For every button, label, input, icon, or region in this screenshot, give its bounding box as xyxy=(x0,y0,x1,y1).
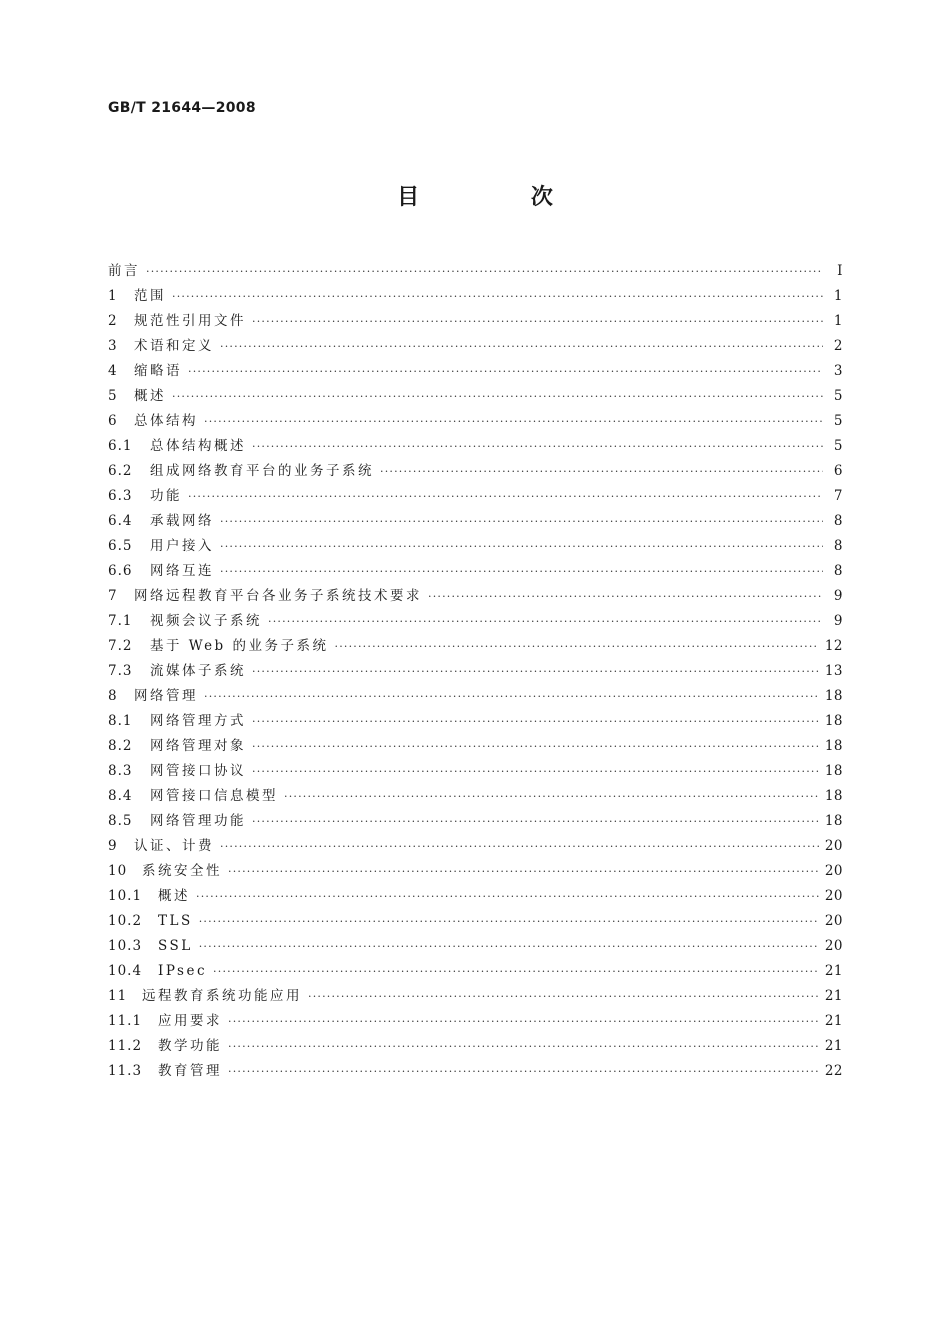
entry-title: 范围 xyxy=(134,288,166,304)
entry-title: 规范性引用文件 xyxy=(134,313,246,329)
dot-leader xyxy=(172,384,823,409)
dot-leader xyxy=(252,759,819,784)
entry-page: 12 xyxy=(824,638,843,654)
toc-entry-1[interactable] xyxy=(108,284,843,309)
entry-title: 网络管理对象 xyxy=(150,738,246,754)
entry-page: 5 xyxy=(833,438,843,454)
entry-number: 8.1 xyxy=(108,713,133,729)
dot-leader xyxy=(228,1009,819,1034)
toc-entry-7-3[interactable] xyxy=(108,659,843,684)
toc-entry-2[interactable] xyxy=(108,309,843,334)
dot-leader xyxy=(220,834,819,859)
toc-entry-10-3[interactable] xyxy=(108,934,843,959)
entry-page: 20 xyxy=(824,863,843,879)
toc-entry-11[interactable] xyxy=(108,984,843,1009)
entry-title: 教学功能 xyxy=(158,1038,222,1054)
entry-number: 10.3 xyxy=(108,938,143,954)
toc-entry-4[interactable] xyxy=(108,359,843,384)
dot-leader xyxy=(228,1059,819,1084)
toc-entry-6[interactable] xyxy=(108,409,843,434)
toc-entry-8[interactable] xyxy=(108,684,843,709)
entry-number: 5 xyxy=(108,388,118,404)
entry-page: 9 xyxy=(833,588,843,604)
entry-page: 18 xyxy=(824,813,843,829)
entry-number: 6.4 xyxy=(108,513,133,529)
entry-title: 承载网络 xyxy=(150,513,214,529)
entry-title: 应用要求 xyxy=(158,1013,222,1029)
entry-title: 用户接入 xyxy=(150,538,214,554)
entry-number: 10.4 xyxy=(108,963,143,979)
entry-number: 8.5 xyxy=(108,813,133,829)
entry-title: 视频会议子系统 xyxy=(150,613,262,629)
dot-leader xyxy=(196,884,819,909)
entry-page: 1 xyxy=(833,313,843,329)
toc-entry-8-1[interactable] xyxy=(108,709,843,734)
toc-entry-10-1[interactable] xyxy=(108,884,843,909)
dot-leader xyxy=(308,984,819,1009)
entry-page: 20 xyxy=(824,888,843,904)
toc-entry-7-2[interactable] xyxy=(108,634,843,659)
entry-title: 系统安全性 xyxy=(142,863,222,879)
entry-number: 7 xyxy=(108,588,118,604)
entry-page: 21 xyxy=(824,1038,843,1054)
toc-entry-6-6[interactable] xyxy=(108,559,843,584)
entry-title: 流媒体子系统 xyxy=(150,663,246,679)
toc-entry-6-2[interactable] xyxy=(108,459,843,484)
entry-title: 术语和定义 xyxy=(134,338,214,354)
entry-title: 网络互连 xyxy=(150,563,214,579)
entry-page: 8 xyxy=(833,538,843,554)
entry-title: 缩略语 xyxy=(134,363,182,379)
dot-leader xyxy=(252,659,819,684)
entry-number: 6.5 xyxy=(108,538,133,554)
entry-page: 18 xyxy=(824,763,843,779)
dot-leader xyxy=(188,359,823,384)
entry-number: 7.2 xyxy=(108,638,133,654)
entry-number: 7.3 xyxy=(108,663,133,679)
entry-title: 基于 Web 的业务子系统 xyxy=(150,638,329,654)
toc-entry-6-5[interactable] xyxy=(108,534,843,559)
entry-number: 10.2 xyxy=(108,913,143,929)
entry-page: 21 xyxy=(824,963,843,979)
entry-title: 远程教育系统功能应用 xyxy=(142,988,302,1004)
entry-title: 概述 xyxy=(158,888,190,904)
entry-number: 2 xyxy=(108,313,118,329)
toc-entry-7-1[interactable] xyxy=(108,609,843,634)
entry-number: 6.1 xyxy=(108,438,133,454)
entry-number: 8.2 xyxy=(108,738,133,754)
entry-page: 6 xyxy=(833,463,843,479)
dot-leader xyxy=(252,434,823,459)
toc-entry-8-3[interactable] xyxy=(108,759,843,784)
entry-number: 7.1 xyxy=(108,613,133,629)
entry-title: 网络管理功能 xyxy=(150,813,246,829)
entry-page: 18 xyxy=(824,788,843,804)
toc-entry-11-2[interactable] xyxy=(108,1034,843,1059)
toc-entry-8-4[interactable] xyxy=(108,784,843,809)
dot-leader xyxy=(199,909,819,934)
entry-number: 10.1 xyxy=(108,888,143,904)
toc-entry-10-2[interactable] xyxy=(108,909,843,934)
entry-number: 6.3 xyxy=(108,488,133,504)
dot-leader xyxy=(188,484,823,509)
entry-number: 9 xyxy=(108,838,118,854)
entry-number: 1 xyxy=(108,288,118,304)
entry-title: 网管接口信息模型 xyxy=(150,788,278,804)
entry-page: 18 xyxy=(824,738,843,754)
toc-entry-9[interactable] xyxy=(108,834,843,859)
entry-page: 13 xyxy=(824,663,843,679)
dot-leader xyxy=(252,809,819,834)
dot-leader xyxy=(252,709,819,734)
entry-title: 功能 xyxy=(150,488,182,504)
entry-page: 3 xyxy=(833,363,843,379)
entry-page: 7 xyxy=(833,488,843,504)
dot-leader xyxy=(335,634,819,659)
entry-number: 11.3 xyxy=(108,1063,143,1079)
entry-page: 8 xyxy=(833,513,843,529)
entry-page: 21 xyxy=(824,988,843,1004)
entry-page: 8 xyxy=(833,563,843,579)
toc-entry-foreword[interactable] xyxy=(108,259,843,284)
toc-entry-11-1[interactable] xyxy=(108,1009,843,1034)
dot-leader xyxy=(252,309,823,334)
dot-leader xyxy=(268,609,823,634)
toc-entry-10-4[interactable] xyxy=(108,959,843,984)
entry-page: Ⅰ xyxy=(837,263,843,279)
entry-page: 22 xyxy=(824,1063,843,1079)
toc-entry-8-2[interactable] xyxy=(108,734,843,759)
dot-leader xyxy=(284,784,819,809)
entry-title: TLS xyxy=(158,913,193,929)
dot-leader xyxy=(172,284,823,309)
entry-title: 教育管理 xyxy=(158,1063,222,1079)
entry-number: 8.3 xyxy=(108,763,133,779)
entry-title: 网络管理方式 xyxy=(150,713,246,729)
entry-number: 8.4 xyxy=(108,788,133,804)
entry-page: 18 xyxy=(824,688,843,704)
dot-leader xyxy=(220,534,823,559)
entry-page: 21 xyxy=(824,1013,843,1029)
entry-title: IPsec xyxy=(158,963,208,979)
entry-title: 网管接口协议 xyxy=(150,763,246,779)
dot-leader xyxy=(220,334,823,359)
dot-leader xyxy=(146,259,823,284)
entry-page: 5 xyxy=(833,413,843,429)
entry-number: 3 xyxy=(108,338,118,354)
dot-leader xyxy=(220,559,823,584)
entry-number: 6 xyxy=(108,413,118,429)
entry-number: 10 xyxy=(108,863,128,879)
entry-number: 8 xyxy=(108,688,118,704)
dot-leader xyxy=(252,734,819,759)
entry-number: 6.6 xyxy=(108,563,133,579)
entry-title: 前言 xyxy=(108,263,140,279)
dot-leader xyxy=(428,584,823,609)
toc-entry-10[interactable] xyxy=(108,859,843,884)
entry-page: 18 xyxy=(824,713,843,729)
dot-leader xyxy=(204,409,823,434)
entry-page: 2 xyxy=(833,338,843,354)
dot-leader xyxy=(220,509,823,534)
entry-page: 9 xyxy=(833,613,843,629)
standard-code: GB/T 21644—2008 xyxy=(108,100,256,116)
dot-leader xyxy=(213,959,819,984)
toc-entry-6-4[interactable] xyxy=(108,509,843,534)
entry-number: 4 xyxy=(108,363,118,379)
entry-title: 总体结构 xyxy=(134,413,198,429)
toc-entry-6-3[interactable] xyxy=(108,484,843,509)
toc-entry-5[interactable] xyxy=(108,384,843,409)
toc-entry-8-5[interactable] xyxy=(108,809,843,834)
entry-title: 网络远程教育平台各业务子系统技术要求 xyxy=(134,588,422,604)
entry-number: 11.2 xyxy=(108,1038,143,1054)
entry-title: 概述 xyxy=(134,388,166,404)
toc-entry-3[interactable] xyxy=(108,334,843,359)
entry-title: 认证、计费 xyxy=(134,838,214,854)
entry-title: 组成网络教育平台的业务子系统 xyxy=(150,463,374,479)
entry-title: 网络管理 xyxy=(134,688,198,704)
toc-entry-7[interactable] xyxy=(108,584,843,609)
dot-leader xyxy=(380,459,823,484)
entry-title: 总体结构概述 xyxy=(150,438,246,454)
toc-entry-11-3[interactable] xyxy=(108,1059,843,1084)
toc-title: 目 次 xyxy=(397,185,605,210)
entry-page: 5 xyxy=(833,388,843,404)
entry-number: 11 xyxy=(108,988,128,1004)
entry-number: 6.2 xyxy=(108,463,133,479)
toc-entry-6-1[interactable] xyxy=(108,434,843,459)
dot-leader xyxy=(204,684,819,709)
dot-leader xyxy=(199,934,819,959)
dot-leader xyxy=(228,859,819,884)
entry-page: 1 xyxy=(833,288,843,304)
entry-page: 20 xyxy=(824,913,843,929)
entry-page: 20 xyxy=(824,838,843,854)
entry-title: SSL xyxy=(158,938,193,954)
entry-page: 20 xyxy=(824,938,843,954)
table-of-contents xyxy=(108,259,843,1084)
entry-number: 11.1 xyxy=(108,1013,143,1029)
dot-leader xyxy=(228,1034,819,1059)
